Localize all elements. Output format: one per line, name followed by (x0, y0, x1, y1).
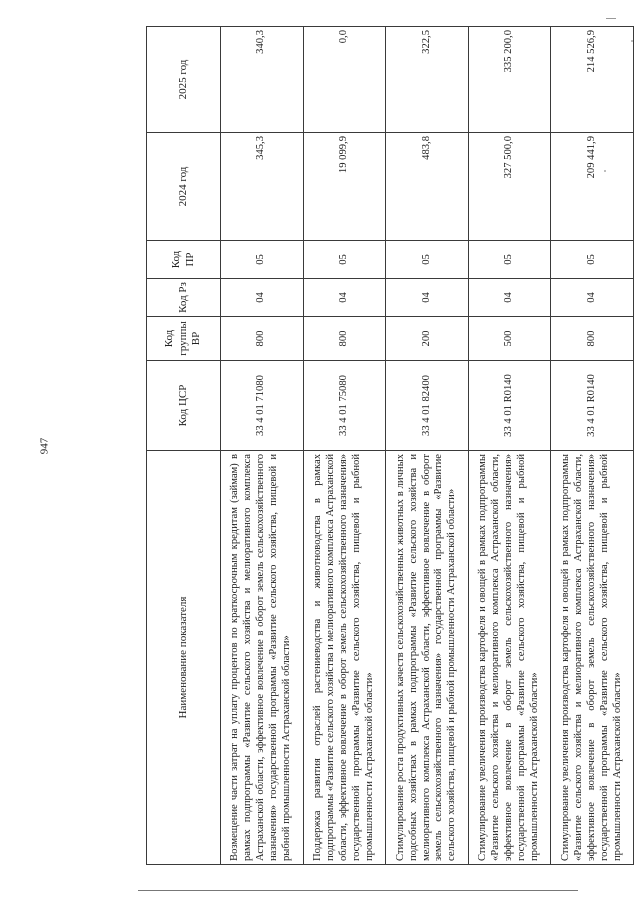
row-csr: 33 4 01 75080 (303, 361, 386, 451)
header-rz: Код Рз (147, 279, 221, 317)
row-name: Возмещение части затрат на уплату процентов по краткосрочным кредитам (займам) в рамках подпрограммы «Развитие сельского хозяйства и мелиоративного комплекса Астраханской области, эффективное вовлечение в оборот земель сельскохозяйственного назначения» государственной программы «Развитие сельского хозяйства, пищевой и рыбной промышленности Астраханской области» (221, 451, 304, 865)
row-vr: 800 (303, 317, 386, 361)
row-vr: 800 (551, 317, 634, 361)
row-2025: 322,5 (386, 27, 469, 133)
row-rz: 04 (386, 279, 469, 317)
table-row (303, 27, 386, 865)
bottom-rule (138, 890, 578, 891)
table-row (221, 27, 304, 865)
page-number: 947 (38, 437, 51, 455)
row-pr: 05 (386, 241, 469, 279)
header-2025: 2025 год (147, 27, 221, 133)
row-name: Поддержка развития отраслей растениеводства и животноводства в рамках подпрограммы «Развитие сельского хозяйства и мелиоративного комплекса Астраханской области, эффективное вовлечение в оборот земель сельскохозяйственного назначения» государственной программы «Развитие сельского хозяйства, пищевой и рыбной промышленности Астраханской области» (303, 451, 386, 865)
row-csr: 33 4 01 71080 (221, 361, 304, 451)
row-2024: 345,3 (221, 133, 304, 241)
row-csr: 33 4 01 R0140 (468, 361, 551, 451)
budget-table (146, 26, 634, 865)
row-2025: 335 200,0 (468, 27, 551, 133)
row-rz: 04 (303, 279, 386, 317)
row-rz: 04 (551, 279, 634, 317)
row-2024: 209 441,9 (551, 133, 634, 241)
row-name: Стимулирование увеличения производства картофеля и овощей в рамках подпрограммы «Развитие сельского хозяйства и мелиоративного комплекса Астраханской области, эффективное вовлечение в оборот земель сельскохозяйственного назначения» государственной программы «Развитие сельского хозяйства, пищевой и рыбной промышленности Астраханской области» (551, 451, 634, 865)
row-2025: 340,3 (221, 27, 304, 133)
header-2024: 2024 год (147, 133, 221, 241)
row-name: Стимулирование роста продуктивных качеств сельскохозяйственных животных в личных подсобных хозяйствах в рамках подпрограммы «Развитие сельского хозяйства и мелиоративного комплекса Астраханской области, эффективное вовлечение в оборот земель сельскохозяйственного назначения» государственной программы «Развитие сельского хозяйства, пищевой и рыбной промышленности Астраханской области» (386, 451, 469, 865)
rotated-table-container (146, 27, 634, 865)
table-row (386, 27, 469, 865)
header-csr: Код ЦСР (147, 361, 221, 451)
row-2025: 214 526,9 (551, 27, 634, 133)
row-vr: 800 (221, 317, 304, 361)
table-row (551, 27, 634, 865)
row-csr: 33 4 01 R0140 (551, 361, 634, 451)
header-name: Наименование показателя (147, 451, 221, 865)
row-pr: 05 (551, 241, 634, 279)
header-pr: Код ПР (147, 241, 221, 279)
header-vr: Код группы ВР (147, 317, 221, 361)
row-2024: 483,8 (386, 133, 469, 241)
row-pr: 05 (468, 241, 551, 279)
scan-mark (606, 18, 616, 19)
row-2024: 19 099,9 (303, 133, 386, 241)
row-rz: 04 (221, 279, 304, 317)
row-vr: 200 (386, 317, 469, 361)
row-pr: 05 (303, 241, 386, 279)
row-name: Стимулирование увеличения производства картофеля и овощей в рамках подпрограммы «Развитие сельского хозяйства и мелиоративного комплекса Астраханской области, эффективное вовлечение в оборот земель сельскохозяйственного назначения» государственной программы «Развитие сельского хозяйства, пищевой и рыбной промышленности Астраханской области» (468, 451, 551, 865)
row-csr: 33 4 01 82400 (386, 361, 469, 451)
row-pr: 05 (221, 241, 304, 279)
table-header-row (147, 27, 221, 865)
row-2025: 0,0 (303, 27, 386, 133)
row-2024: 327 500,0 (468, 133, 551, 241)
table-row (468, 27, 551, 865)
row-vr: 500 (468, 317, 551, 361)
row-rz: 04 (468, 279, 551, 317)
